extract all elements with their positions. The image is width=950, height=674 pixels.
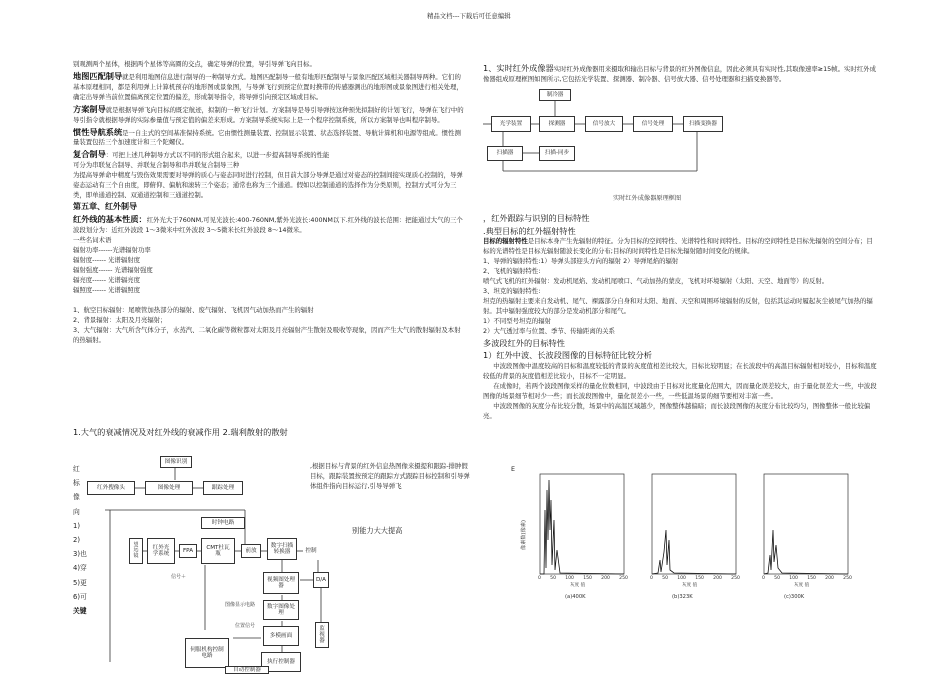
signal-processing-box: 信号处理: [633, 116, 673, 132]
fragment-4: 1): [73, 521, 80, 530]
intro-text: 别观测两个星体，根据两个星体等高圈的交点，确定导弹的位置，导引导弹飞向目标。: [73, 60, 316, 68]
tracking-processing-box: 跟踪处理: [203, 481, 243, 495]
da-box: D/A: [313, 572, 329, 588]
fragment-8: 5)更: [73, 578, 87, 587]
clock-circuit-box: 时钟电路: [201, 517, 245, 529]
hist-a-xlabel: 灰度 值: [570, 583, 586, 588]
question-line: 1.大气的衰减情况及对红外线的衰减作用 2.瑞利散射的散射: [73, 427, 288, 437]
term-2: 辐射度------ 光谱辐射度: [73, 256, 140, 265]
term-5: 辐照度------ 光谱辐照度: [73, 285, 140, 294]
compound-line-2: 为提高导弹命中精度与毁伤效果需要对导弹的质心与姿态同时进行控制，但目前大部分导弹是通过对姿态的控制间接实现质心控制的，导弹姿态运动有三个自由度，即俯仰、偏航和滚转三个姿态；通常也称为三个通道。假如以控制通道的选择作为分类原则，控制方式可分为三类，即单通道控制、双通道控制和三通道控制。: [73, 171, 463, 200]
list-1: 2、飞机的辐射特性:: [483, 267, 541, 276]
section-2a-title: .典型目标的红外辐射特性: [483, 225, 576, 236]
optics-box: 光学装置: [491, 116, 531, 132]
source-2: 2、背景辐射：太阳及月亮辐射；: [73, 315, 167, 324]
list-2: 喷气式飞机的红外辐射：发动机尾焰、发动机尾喷口、气动加热的蒙皮，飞机对环境辐射（太阳、天空、地面等）的反射。: [483, 277, 829, 286]
hist-c-xlabel: 灰度 值: [794, 583, 810, 588]
cooler-box: 制冷器: [539, 89, 571, 101]
signal-label: 信号＋: [171, 574, 187, 580]
source-1: 1、航空目标辐射：尾喷管加热部分的辐射、废气辐射、飞机因气动加热而产生的辐射: [73, 305, 314, 314]
hist-a-ticks: 0 50 100 150 200 250: [538, 576, 628, 581]
hist-a-ylabel: 像素数(像素): [521, 520, 527, 550]
histogram-c: [754, 470, 854, 605]
ir-optics-box: 红外光学系统: [147, 538, 175, 564]
right-column-top: [483, 62, 878, 85]
amp-box: 信号放大: [585, 116, 623, 132]
histogram-panel: [521, 470, 870, 610]
list-0: 1、导弹的辐射特性:1）导弹头部迎头方向的辐射 2）导弹尾焰的辐射: [483, 257, 679, 266]
fragment-9: 6)可: [73, 592, 87, 601]
realtime-imager-diagram: [483, 86, 723, 211]
scanner-box: 扫描器: [487, 146, 523, 161]
ir-basic-para: 红外线的基本性质：红外光大于760NM,可见光波长:400-760NM,紫外光波长:400NM以下.红外线的波长范围：把能通过大气的三个波段划分为：近红外波段 1～3微米中红外波段 3～5微米长红外波段 8～14微米。: [73, 214, 463, 235]
exec-controller-box: 执行控制器: [261, 652, 301, 672]
cmt-dewar-box: CMT杜瓦瓶: [201, 538, 235, 564]
term-0: 一些名词术语: [73, 236, 112, 245]
diagram-caption: 实时红外成像器原理框图: [613, 195, 682, 202]
hist-c-caption: (c)300K: [784, 594, 805, 600]
mid-text: 别能力大大提高: [352, 526, 403, 535]
compound-guidance-para: 复合制导：可把上述几种制导方式以不同的形式组合起来，以进一步提高制导系统的性能: [73, 149, 330, 160]
page-header: 精品文档---下载后可任意编辑: [427, 12, 511, 20]
chapter-5-title: 第五章、红外制导: [73, 201, 137, 211]
fragment-3: 向: [73, 507, 80, 516]
histogram-b: [642, 470, 742, 605]
inertial-nav-para: 惯性导航系统是一自主式的空间基准保持系统。它由惯性测量装置、控制显示装置、状态选择装置、导航计算机和电源等组成。惯性测量装置包括三个加速度计和三个陀螺仪。: [73, 126, 461, 147]
hist-c-ticks: 0 50 100 150 200 250: [762, 576, 852, 581]
detector-box: 探测器: [539, 116, 575, 132]
left-column: [73, 60, 466, 345]
multimode-box: 多模画面: [263, 626, 299, 646]
list-4: 坦克的热辐射主要来自发动机、尾气、裸露部分自身和对太阳、地面、天空和周围环境辐射的反射，包括其运动时履起灰尘被尾气加热的辐射。其中辐射强度较大的部分是发动机部分和尾气。: [483, 296, 873, 315]
term-4: 辐亮度------ 光谱辐亮度: [73, 275, 140, 284]
section-2-title: ，红外跟踪与识别的目标特性: [483, 213, 590, 223]
monitor-box: 监视器: [315, 622, 329, 648]
preamp-box: 前放: [241, 544, 261, 558]
digital-image-box: 数字图像处理: [263, 600, 299, 620]
histogram-a: [521, 470, 630, 605]
image-recognition-box: 图像识别: [160, 456, 192, 468]
scan-converter-box: 数字扫描转换器: [267, 538, 297, 560]
hist-b-xlabel: 灰度 值: [682, 583, 698, 588]
auto-controller-box: 自动控制器: [225, 666, 269, 674]
target-radiation-para: 目标的辐射特性是目标本身产生先辐射的特征。分为目标的空间特性、光谱特性和时间特性。目标的空间特性是目标先辐射的空间分布；目标的光谱特性是目标光辐射随波长变化的分布;目标的时间特性是目标先辐射随时间变化的规律。: [483, 237, 873, 256]
fragment-6: 3)也: [73, 550, 87, 559]
histogram-label: E: [511, 465, 516, 473]
source-3: 3、大气辐射：大气所含气体分子，水蒸汽、二氧化碳等微粒都对太阳及月亮辐射产生散射及吸收等现象，因而产生大气的散射辐射及本射的热辐射。: [73, 325, 461, 344]
servo-circuit-box: 伺服机构控制电路: [185, 638, 229, 668]
video-processor-box: 视频图处理器: [263, 572, 299, 594]
list-5: 1）不同型号坦克的辐射: [483, 316, 551, 325]
term-1: 辐射功率------光谱辐射功率: [73, 246, 151, 255]
hist-b-plot: [642, 470, 742, 590]
control-box: 控制: [303, 544, 319, 558]
image-display-label: 图像显示电路: [225, 602, 256, 608]
term-3: 辐射强度------ 光谱辐射强度: [73, 265, 153, 274]
fpa-box: FPA: [179, 544, 197, 558]
map-guidance-para: 地图匹配制导就是利用地图信息进行制导的一种制导方式。地图匹配制导一般有地形匹配制导与景象匹配区域相关器制导两种。它们的基本原理相同，都是利用弹上计算机预存的地形图或景象图，与导弹飞行到预定位置时携带的传感器测出的地形图或景象图进行相关处理，确定出导弹当前位置偏离预定位置的偏差，形成制导指令，将导弹引向预定区域或目标。: [73, 70, 463, 101]
list-3: 3、坦克的辐射特性:: [483, 287, 541, 296]
fragment-10: 关键: [73, 607, 87, 616]
compound-line-1: 可分为串联复合制导、并联复合制导和串并联复合制导三种: [73, 161, 240, 170]
ir-tracking-diagram: [85, 450, 355, 672]
position-signal-label: 位置信号: [235, 623, 256, 629]
image-processing-box: 图像处理: [145, 481, 193, 495]
para-2: 中波段图像的灰度分布比较分散，场景中的高温区域越少，图像整体越偏暗；而长波段图像的灰度分布比较均匀，图像整体一般比较偏亮。: [483, 401, 871, 420]
section-3-title: 多波段红外的目标特性: [483, 337, 565, 348]
sync-box: 扫描-同步: [539, 146, 575, 161]
scan-converter-right-box: 扫描变换器: [683, 116, 723, 132]
hist-a-plot: [530, 470, 630, 590]
fragment-1: 标: [73, 479, 80, 488]
hist-b-caption: (b)323K: [672, 594, 693, 600]
scheme-guidance-para: 方案制导就是根据导弹飞向目标的既定航迹，拟制的一种飞行计划。方案制导是导引导弹按这种预先拟制好的计划飞行，导弹在飞行中的导引指令就根据导弹的实际参量值与预定值的偏差来形成。方案制导系统实际上是一个程序控制系统，所以方案制导也叫程序制导。: [73, 103, 464, 124]
para-0: 中波段图像中温度较高的目标和温度较低的背景的灰度值相差比较大，目标比较明显；在长波段中的高温目标辐射相对较小，目标和温度较低的背景的灰度值相差比较小，目标不一定明显。: [483, 362, 877, 380]
ir-seeker-box: 红外搜像头: [87, 481, 135, 495]
hist-c-plot: [754, 470, 854, 590]
fragment-0: 红: [73, 465, 80, 473]
right-column-body: [483, 212, 878, 422]
hist-b-ticks: 0 50 100 150 200 250: [650, 576, 740, 581]
telescope-box: 望远镜: [129, 538, 143, 564]
realtime-imager-para: 1、实时红外成像器实时红外成像器用来摄取和输出目标与背景的红外图像信息，因此必须具有实时性,其取像速率≥15帧。实时红外成像器组成原理框图如图所示,它包括光学装置、探测器、制冷器、信号放大器、信号处理器和扫描变换器等。: [483, 63, 876, 83]
fragment-2: 像: [73, 493, 80, 502]
tracking-side-text: ,根据目标与背景的红外信息热图像来摄提和跟踪-排肿假目标，跟踪装置按预定的跟踪方式跟踪目标控制和引导弹体组件指向目标运行,引导导弹飞: [310, 462, 470, 490]
fragment-7: 4)穿: [73, 564, 87, 573]
section-3a-title: 1）红外中波、长波段图像的目标特征比较分析: [483, 350, 652, 361]
fragment-5: 2): [73, 536, 80, 545]
list-6: 2）大气透过率与位置、季节、传输距离的关系: [483, 326, 615, 335]
hist-a-caption: (a)400K: [565, 594, 586, 600]
para-1: 在成像时，若两个波段图像采样的量化位数相同，中波段由于目标对比度量化范围大，因而量化误差较大，由于量化误差大一些，中波段图像的场景细节相对少一些；而长波段图像中，量化误差小一些，一些低温场景的细节要相对丰富一些。: [483, 381, 877, 400]
